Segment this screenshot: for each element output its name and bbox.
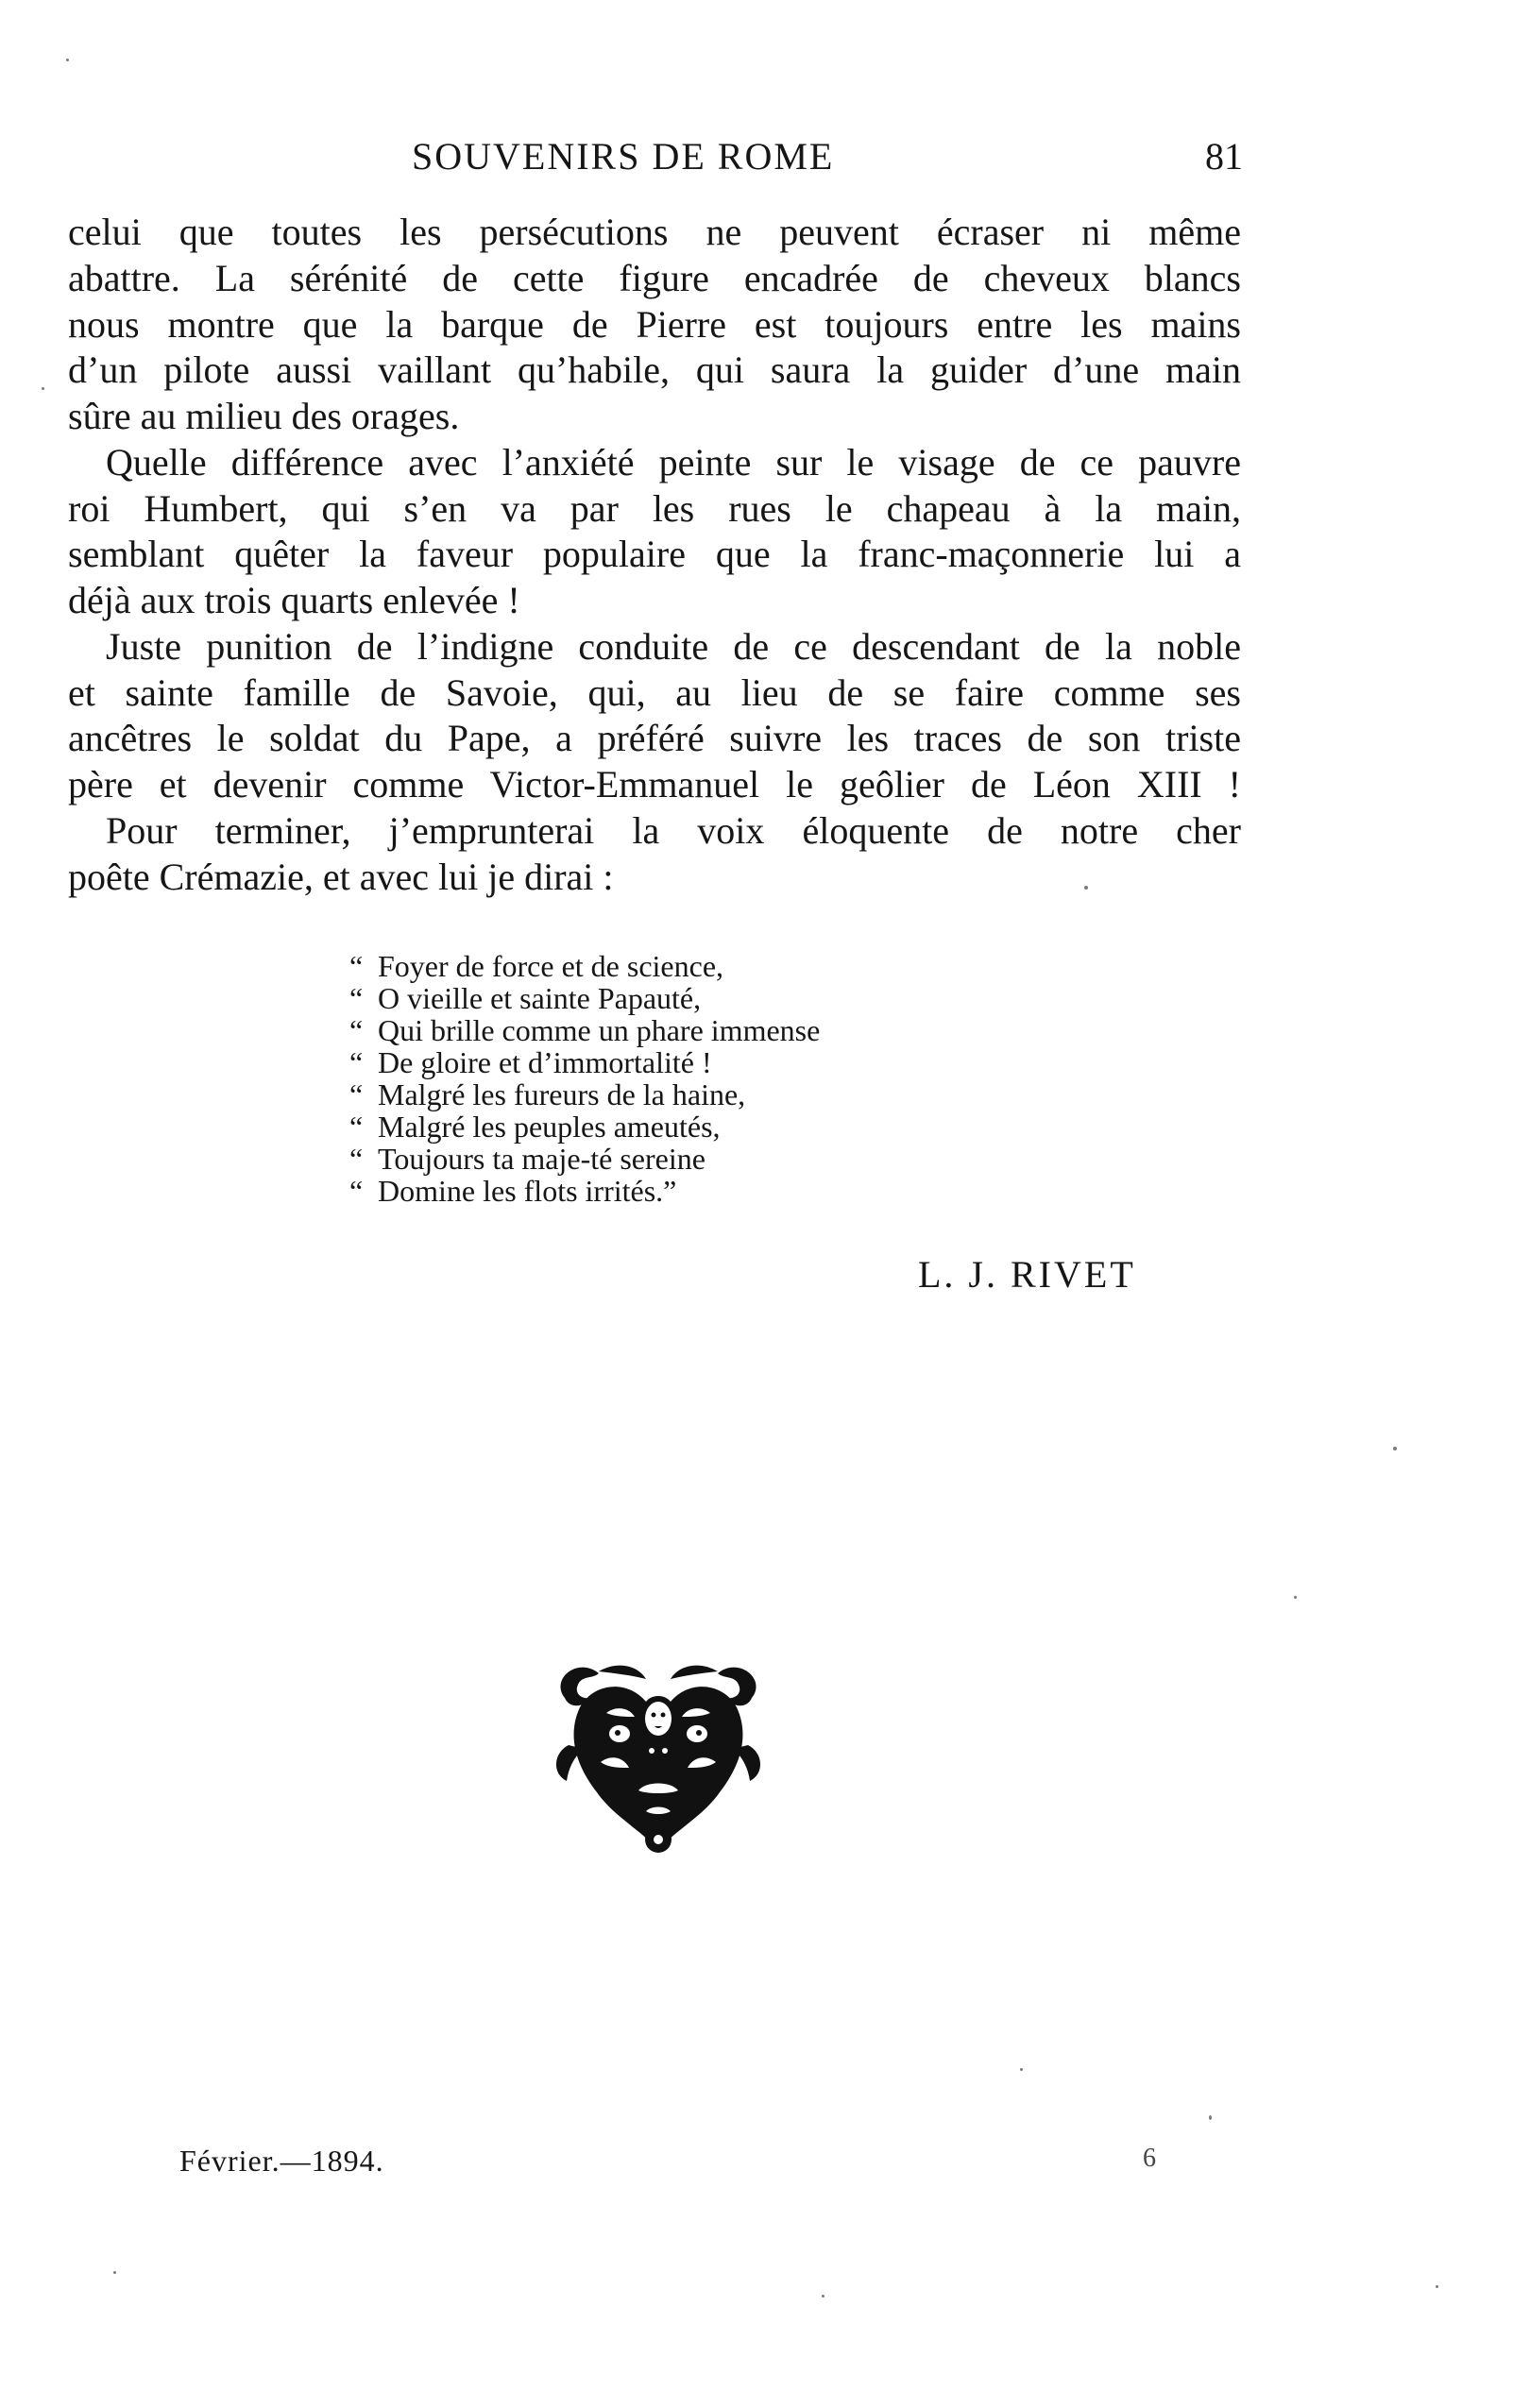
paragraph-2 <box>68 440 1241 624</box>
text-line: roi Humbert, qui s’en va par les rues le chapeau à la main, <box>68 486 1241 530</box>
poem-line <box>349 1111 820 1143</box>
poem-line <box>349 1014 820 1046</box>
poem-line-text: Qui brille comme un phare immense <box>378 1013 821 1047</box>
text-line: celui que toutes les persécutions ne peuvent écraser ni même <box>68 211 1241 253</box>
quote-mark: “ <box>349 1013 364 1047</box>
author-signature: L. J. RIVET <box>918 1253 1136 1296</box>
quote-mark: “ <box>349 981 364 1015</box>
quote-mark: “ <box>349 1110 364 1144</box>
body-text <box>68 210 1241 900</box>
paragraph-4 <box>68 808 1241 901</box>
print-speck <box>1294 1596 1297 1599</box>
quote-mark: “ <box>349 949 364 983</box>
print-speck <box>1020 2068 1023 2071</box>
text-line: et sainte famille de Savoie, qui, au lieu de se faire comme ses <box>68 670 1241 714</box>
text-line: Pour terminer, j’emprunterai la voix éloquente de notre cher <box>106 808 1241 852</box>
tailpiece-ornament <box>540 1651 776 1863</box>
poem-line-text: Toujours ta maje-té sereine <box>378 1142 706 1176</box>
poem-line <box>349 1078 820 1111</box>
text-line: abattre. La sérénité de cette figure encadrée de cheveux blancs <box>68 256 1241 299</box>
footer-date: Février.—1894. <box>179 2144 384 2178</box>
quote-mark: “ <box>349 1045 364 1079</box>
print-speck <box>1084 886 1088 890</box>
poem-line <box>349 1175 820 1207</box>
paragraph-1 <box>68 210 1241 440</box>
poem-line-text: Malgré les peuples ameutés, <box>378 1110 721 1144</box>
quote-mark: “ <box>349 1077 364 1111</box>
print-speck <box>42 387 44 390</box>
signature-mark: 6 <box>1143 2144 1156 2173</box>
text-line: semblant quêter la faveur populaire que la franc-maçonnerie lui a <box>68 533 1241 576</box>
text-line: ancêtres le soldat du Pape, a préféré suivre les traces de son triste <box>68 717 1241 760</box>
ornament-icon <box>540 1651 776 1858</box>
text-line: nous montre que la barque de Pierre est toujours entre les mains <box>68 302 1241 346</box>
text-line: Quelle différence avec l’anxiété peinte sur le visage de ce pauvre <box>106 440 1241 483</box>
poem-line-text: Domine les flots irrités.” <box>378 1174 677 1208</box>
poem-line-text: Malgré les fureurs de la haine, <box>378 1077 746 1111</box>
quote-mark: “ <box>349 1142 364 1176</box>
poem-line-text: O vieille et sainte Papauté, <box>378 981 702 1015</box>
print-speck <box>822 2295 824 2298</box>
quote-mark: “ <box>349 1174 364 1208</box>
running-header-title: SOUVENIRS DE ROME <box>412 135 835 178</box>
poem-line <box>349 950 820 982</box>
print-speck <box>1436 2285 1438 2288</box>
poem-line-text: Foyer de force et de science, <box>378 949 724 983</box>
poem-line <box>349 1143 820 1175</box>
poem-quotation <box>349 950 820 1207</box>
text-line: d’un pilote aussi vaillant qu’habile, qui saura la guider d’une main <box>68 348 1241 392</box>
print-speck <box>1393 1447 1397 1450</box>
text-line: Juste punition de l’indigne conduite de ce descendant de la noble <box>106 624 1241 668</box>
poem-line-text: De gloire et d’immortalité ! <box>378 1045 712 1079</box>
poem-line <box>349 982 820 1014</box>
print-speck <box>1209 2115 1212 2120</box>
text-line: sûre au milieu des orages. <box>68 395 460 437</box>
page-number: 81 <box>1205 135 1243 178</box>
text-line: père et devenir comme Victor-Emmanuel le geôlier de Léon XIII ! <box>68 763 1241 805</box>
text-line: déjà aux trois quarts enlevée ! <box>68 579 520 621</box>
text-line: poête Crémazie, et avec lui je dirai : <box>68 855 614 898</box>
print-speck <box>66 59 69 61</box>
paragraph-3 <box>68 624 1241 808</box>
print-speck <box>113 2271 116 2274</box>
poem-line <box>349 1046 820 1078</box>
